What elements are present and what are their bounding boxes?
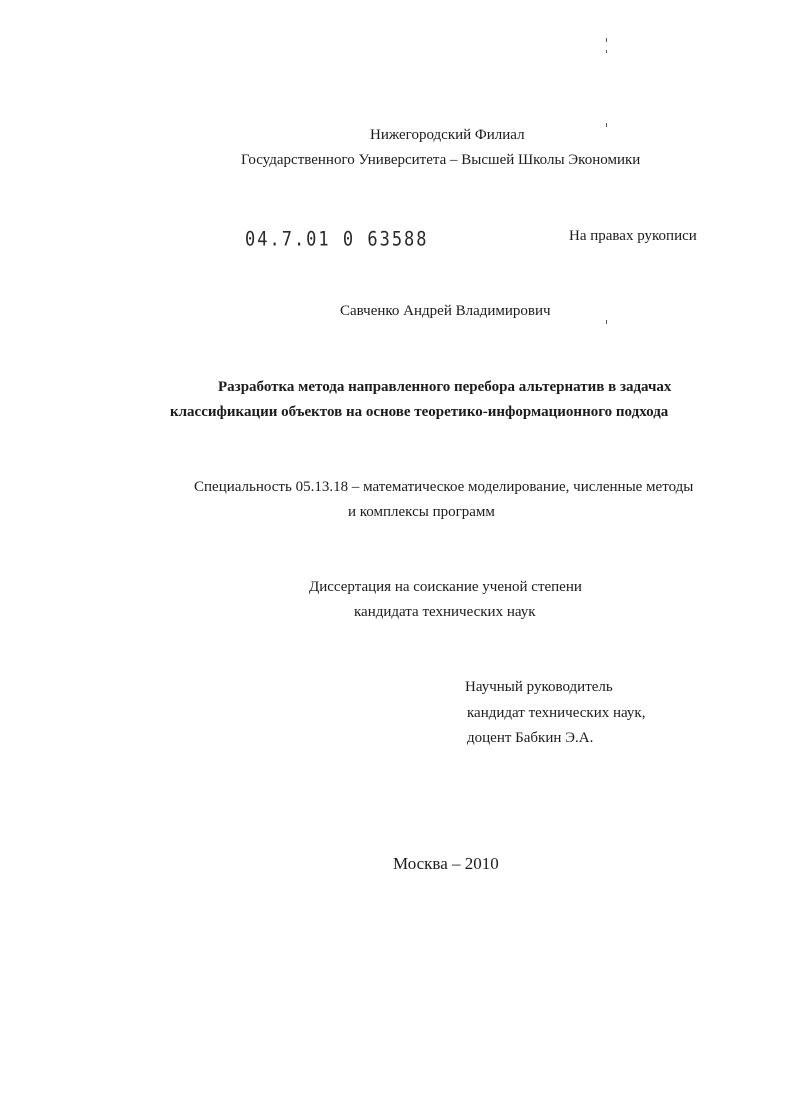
archive-number-stamp: 04.7.01 0 63588 [245, 228, 429, 251]
scan-mark [606, 320, 607, 324]
degree-line-1: Диссертация на соискание ученой степени [309, 579, 582, 595]
specialty-line-1: Специальность 05.13.18 – математическое моделирование, численные методы [194, 479, 694, 495]
institution-line-1: Нижегородский Филиал [370, 127, 525, 143]
specialty-line-2: и комплексы программ [348, 504, 495, 520]
supervisor-name: доцент Бабкин Э.А. [467, 730, 594, 746]
dissertation-title-line-1: Разработка метода направленного перебора альтернатив в задачах [218, 379, 672, 395]
institution-line-2: Государственного Университета – Высшей Школы Экономики [241, 152, 641, 168]
scan-mark [606, 38, 607, 42]
city-year: Москва – 2010 [393, 854, 499, 873]
scan-mark [606, 50, 607, 53]
scan-mark [606, 123, 607, 127]
dissertation-title-line-2: классификации объектов на основе теоретико-информационного подхода [170, 404, 669, 420]
author-name: Савченко Андрей Владимирович [340, 303, 551, 319]
supervisor-title: Научный руководитель [465, 679, 613, 695]
manuscript-rights-label: На правах рукописи [569, 228, 697, 244]
degree-line-2: кандидата технических наук [354, 604, 536, 620]
supervisor-degree: кандидат технических наук, [467, 705, 646, 721]
